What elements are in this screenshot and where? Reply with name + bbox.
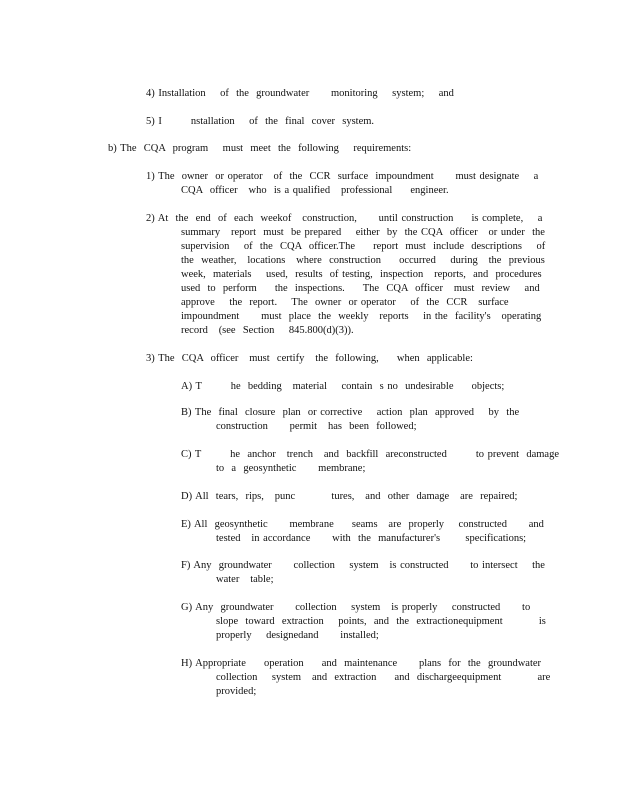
item-5-line-1: 5) I nstallation of the final cover system. xyxy=(146,116,375,127)
b3-line-1: 3) The CQA officer must certify the following, when applicable: xyxy=(146,353,473,364)
sub-c-line-2: to a geosynthetic membrane; xyxy=(216,463,366,474)
b2-line-1: 2) At the end of each weekof construction, until construction is complete, a xyxy=(146,213,543,224)
sub-b-line-1: B) The final closure plan or corrective action plan approved by the xyxy=(181,407,520,418)
b2-line-7: approve the report. The owner or operator of the CCR surface xyxy=(181,297,509,308)
b1-line-1: 1) The owner or operator of the CCR surface impoundment must designate a xyxy=(146,171,539,182)
b2-line-8: impoundment must place the weekly reports in the facility's operating xyxy=(181,311,542,322)
sub-e-line-2: tested in accordance with the manufacturer's specifications; xyxy=(216,533,527,544)
b1-line-2: CQA officer who is a qualified professional engineer. xyxy=(181,185,449,196)
sub-h-line-1: H) Appropriate operation and maintenance plans for the groundwater xyxy=(181,658,542,669)
sub-d-line-1: D) All tears, rips, punc tures, and other damage are repaired; xyxy=(181,491,518,502)
b2-line-6: used to perform the inspections. The CQA officer must review and xyxy=(181,283,540,294)
item-4-line-1: 4) Installation of the groundwater monitoring system; and xyxy=(146,88,454,99)
b2-line-5: week, materials used, results of testing, inspection reports, and procedures xyxy=(181,269,542,280)
sub-h-line-3: provided; xyxy=(216,686,257,697)
b2-line-9: record (see Section 845.800(d)(3)). xyxy=(181,325,354,336)
sub-a-line-1: A) T he bedding material contain s no undesirable objects; xyxy=(181,381,505,392)
sub-g-line-3: properly designedand installed; xyxy=(216,630,379,641)
sub-e-line-1: E) All geosynthetic membrane seams are properly constructed and xyxy=(181,519,544,530)
sub-f-line-2: water table; xyxy=(216,574,274,585)
sub-g-line-2: slope toward extraction points, and the extractionequipment is xyxy=(216,616,546,627)
b2-line-4: the weather, locations where construction occurred during the previous xyxy=(181,255,545,266)
b2-line-2: summary report must be prepared either by the CQA officer or under the xyxy=(181,227,545,238)
sub-h-line-2: collection system and extraction and dischargeequipment are xyxy=(216,672,551,683)
sub-c-line-1: C) T he anchor trench and backfill areconstructed to prevent damage xyxy=(181,449,559,460)
sub-b-line-2: construction permit has been followed; xyxy=(216,421,417,432)
b2-line-3: supervision of the CQA officer.The report must include descriptions of xyxy=(181,241,546,252)
sub-f-line-1: F) Any groundwater collection system is constructed to intersect the xyxy=(181,560,545,571)
section-b-heading: b) The CQA program must meet the following requirements: xyxy=(108,143,412,154)
sub-g-line-1: G) Any groundwater collection system is properly constructed to xyxy=(181,602,531,613)
